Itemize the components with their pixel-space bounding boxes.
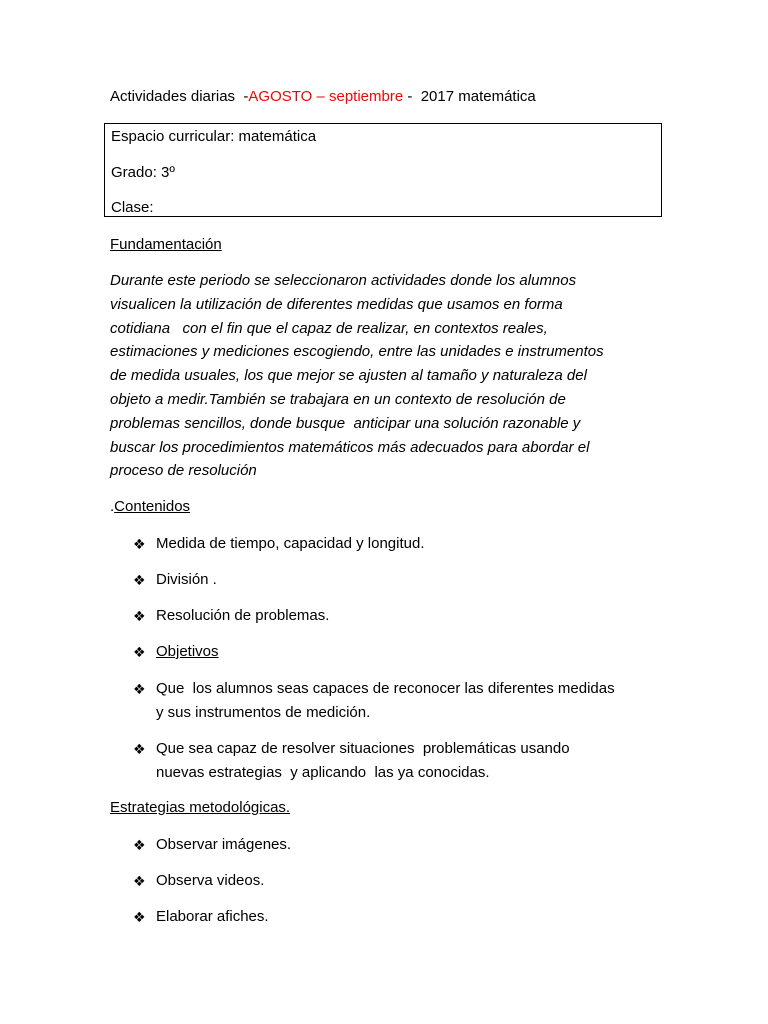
paragraph-line: cotidiana con el fin que el capaz de realizar, en contextos reales, (110, 319, 548, 337)
diamond-bullet-icon: ❖ (133, 608, 146, 624)
paragraph-line: Durante este periodo se seleccionaron actividades donde los alumnos (110, 272, 577, 289)
title-accent: AGOSTO – septiembre (248, 88, 404, 105)
contenidos-heading-dot: . (110, 498, 115, 515)
fundamentacion-heading: Fundamentación (110, 236, 222, 253)
espacio-curricular: Espacio curricular: matemática (111, 128, 317, 145)
list-item-text: Que los alumnos seas capaces de reconocer las diferentes medidas y sus instrumentos de medición. (156, 680, 615, 721)
contenidos-heading (110, 496, 190, 518)
paragraph-line: proceso de resolución (110, 462, 257, 480)
list-item-text: Observa videos. (156, 872, 265, 889)
list-item-text: Medida de tiempo, capacidad y longitud. (156, 535, 425, 552)
title-prefix: Actividades diarias - (110, 88, 249, 105)
diamond-bullet-icon: ❖ (133, 572, 146, 588)
diamond-bullet-icon: ❖ (133, 681, 146, 697)
paragraph-line: buscar los procedimientos matemáticos más adecuados para abordar el (110, 438, 590, 456)
clase: Clase: (111, 199, 154, 216)
list-item-text: Elaborar afiches. (156, 908, 269, 925)
diamond-bullet-icon: ❖ (133, 909, 146, 925)
diamond-bullet-icon: ❖ (133, 837, 146, 853)
objetivos-heading-text: Objetivos (156, 643, 219, 660)
title-suffix: - 2017 matemática (403, 88, 536, 105)
paragraph-line: objeto a medir.También se trabajara en un contexto de resolución de (110, 390, 566, 408)
contenidos-heading-text: Contenidos (114, 498, 191, 515)
paragraph-line: estimaciones y mediciones escogiendo, entre las unidades e instrumentos (110, 343, 604, 361)
info-box (104, 123, 662, 217)
document-title (110, 86, 536, 108)
diamond-bullet-icon: ❖ (133, 873, 146, 889)
grado: Grado: 3º (111, 164, 175, 181)
diamond-bullet-icon: ❖ (133, 741, 146, 757)
list-item-text: Que sea capaz de resolver situaciones problemáticas usando nuevas estrategias y aplicando las ya conocidas. (156, 740, 570, 781)
list-item-text: Resolución de problemas. (156, 607, 330, 624)
fundamentacion-paragraph (110, 269, 655, 483)
paragraph-line: visualicen la utilización de diferentes medidas que usamos en forma (110, 295, 563, 313)
list-item-text: División . (156, 571, 217, 588)
diamond-bullet-icon: ❖ (133, 644, 146, 660)
diamond-bullet-icon: ❖ (133, 536, 146, 552)
paragraph-line: de medida usuales, los que mejor se ajusten al tamaño y naturaleza del (110, 367, 587, 385)
estrategias-heading: Estrategias metodológicas. (110, 799, 291, 816)
paragraph-line: problemas sencillos, donde busque anticipar una solución razonable y (110, 414, 581, 432)
list-item-text: Observar imágenes. (156, 836, 292, 853)
